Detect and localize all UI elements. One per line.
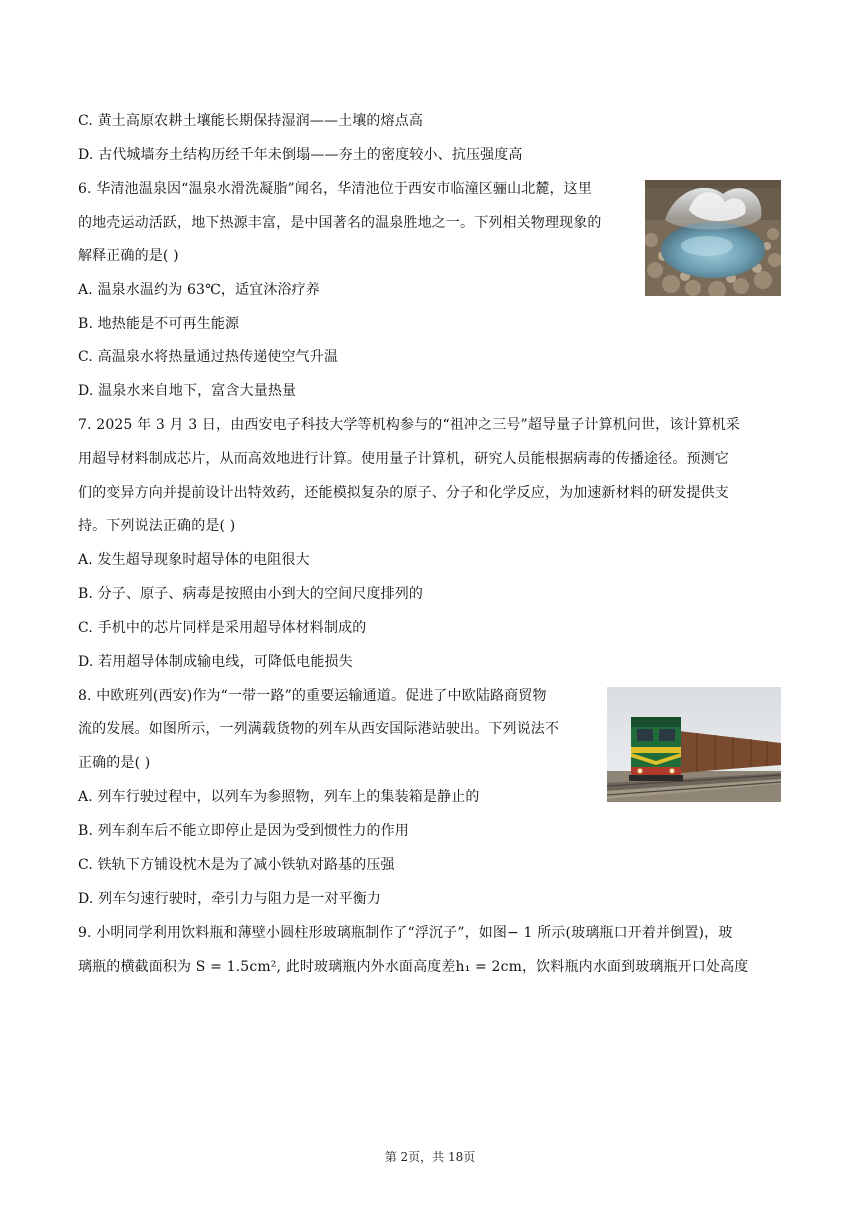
q8-option-b: B. 列车刹车后不能立即停止是因为受到惯性力的作用: [78, 823, 409, 839]
freight-train-photo: [607, 687, 781, 802]
q6-option-b: B. 地热能是不可再生能源: [78, 316, 240, 332]
q7-stem-line-1: 7. 2025 年 3 月 3 日，由西安电子科技大学等机构参与的“祖冲之三号”超导量子计算机问世，该计算机采: [78, 417, 741, 433]
q6-option-d: D. 温泉水来自地下，富含大量热量: [78, 383, 297, 399]
q6-stem-line-3: 解释正确的是( ): [78, 248, 179, 264]
q8-option-c: C. 铁轨下方铺设枕木是为了减小铁轨对路基的压强: [78, 857, 395, 873]
q5-option-c: C. 黄土高原农耕土壤能长期保持湿润——土壤的熔点高: [78, 113, 424, 129]
q5-option-d: D. 古代城墙夯土结构历经千年未倒塌——夯土的密度较小、抗压强度高: [78, 147, 523, 163]
page-number-footer: 第 2页，共 18页: [384, 1150, 476, 1164]
q6-option-c: C. 高温泉水将热量通过热传递使空气升温: [78, 349, 339, 365]
q6-option-a: A. 温泉水温约为 63℃，适宜沐浴疗养: [78, 282, 320, 298]
freight-train-illustration: [607, 687, 781, 802]
q7-stem-line-2: 用超导材料制成芯片，从而高效地进行计算。使用量子计算机，研究人员能根据病毒的传播途径。预测它: [78, 451, 729, 467]
hot-spring-photo: [645, 180, 781, 296]
q7-stem-line-4: 持。下列说法正确的是( ): [78, 518, 236, 534]
q7-stem-line-3: 们的变异方向并提前设计出特效药，还能模拟复杂的原子、分子和化学反应，为加速新材料的研发提供支: [78, 485, 729, 501]
q7-option-d: D. 若用超导体制成输电线，可降低电能损失: [78, 654, 353, 670]
q6-stem-line-1: 6. 华清池温泉因“温泉水滑洗凝脂”闻名，华清池位于西安市临潼区骊山北麓，这里: [78, 181, 592, 197]
q8-stem-line-1: 8. 中欧班列(西安)作为“一带一路”的重要运输通道。促进了中欧陆路商贸物: [78, 688, 547, 704]
q8-option-d: D. 列车匀速行驶时，牵引力与阻力是一对平衡力: [78, 891, 382, 907]
q7-option-b: B. 分子、原子、病毒是按照由小到大的空间尺度排列的: [78, 586, 424, 602]
q6-stem-line-2: 的地壳运动活跃，地下热源丰富，是中国著名的温泉胜地之一。下列相关物理现象的: [78, 215, 602, 231]
hot-spring-illustration: [645, 180, 781, 296]
q7-option-c: C. 手机中的芯片同样是采用超导体材料制成的: [78, 620, 367, 636]
q7-option-a: A. 发生超导现象时超导体的电阻很大: [78, 552, 310, 568]
q8-option-a: A. 列车行驶过程中，以列车为参照物，列车上的集装箱是静止的: [78, 789, 480, 805]
q8-stem-line-3: 正确的是( ): [78, 755, 151, 771]
q9-stem-line-2: 璃瓶的横截面积为 S = 1.5cm², 此时玻璃瓶内外水面高度差h₁ = 2cm，饮料瓶内水面到玻璃瓶开口处高度: [78, 959, 749, 975]
q8-stem-line-2: 流的发展。如图所示，一列满载货物的列车从西安国际港站驶出。下列说法不: [78, 721, 560, 737]
q9-stem-line-1: 9. 小明同学利用饮料瓶和薄壁小圆柱形玻璃瓶制作了“浮沉子”，如图− 1 所示(玻璃瓶口开着并倒置)，玻: [78, 925, 733, 941]
